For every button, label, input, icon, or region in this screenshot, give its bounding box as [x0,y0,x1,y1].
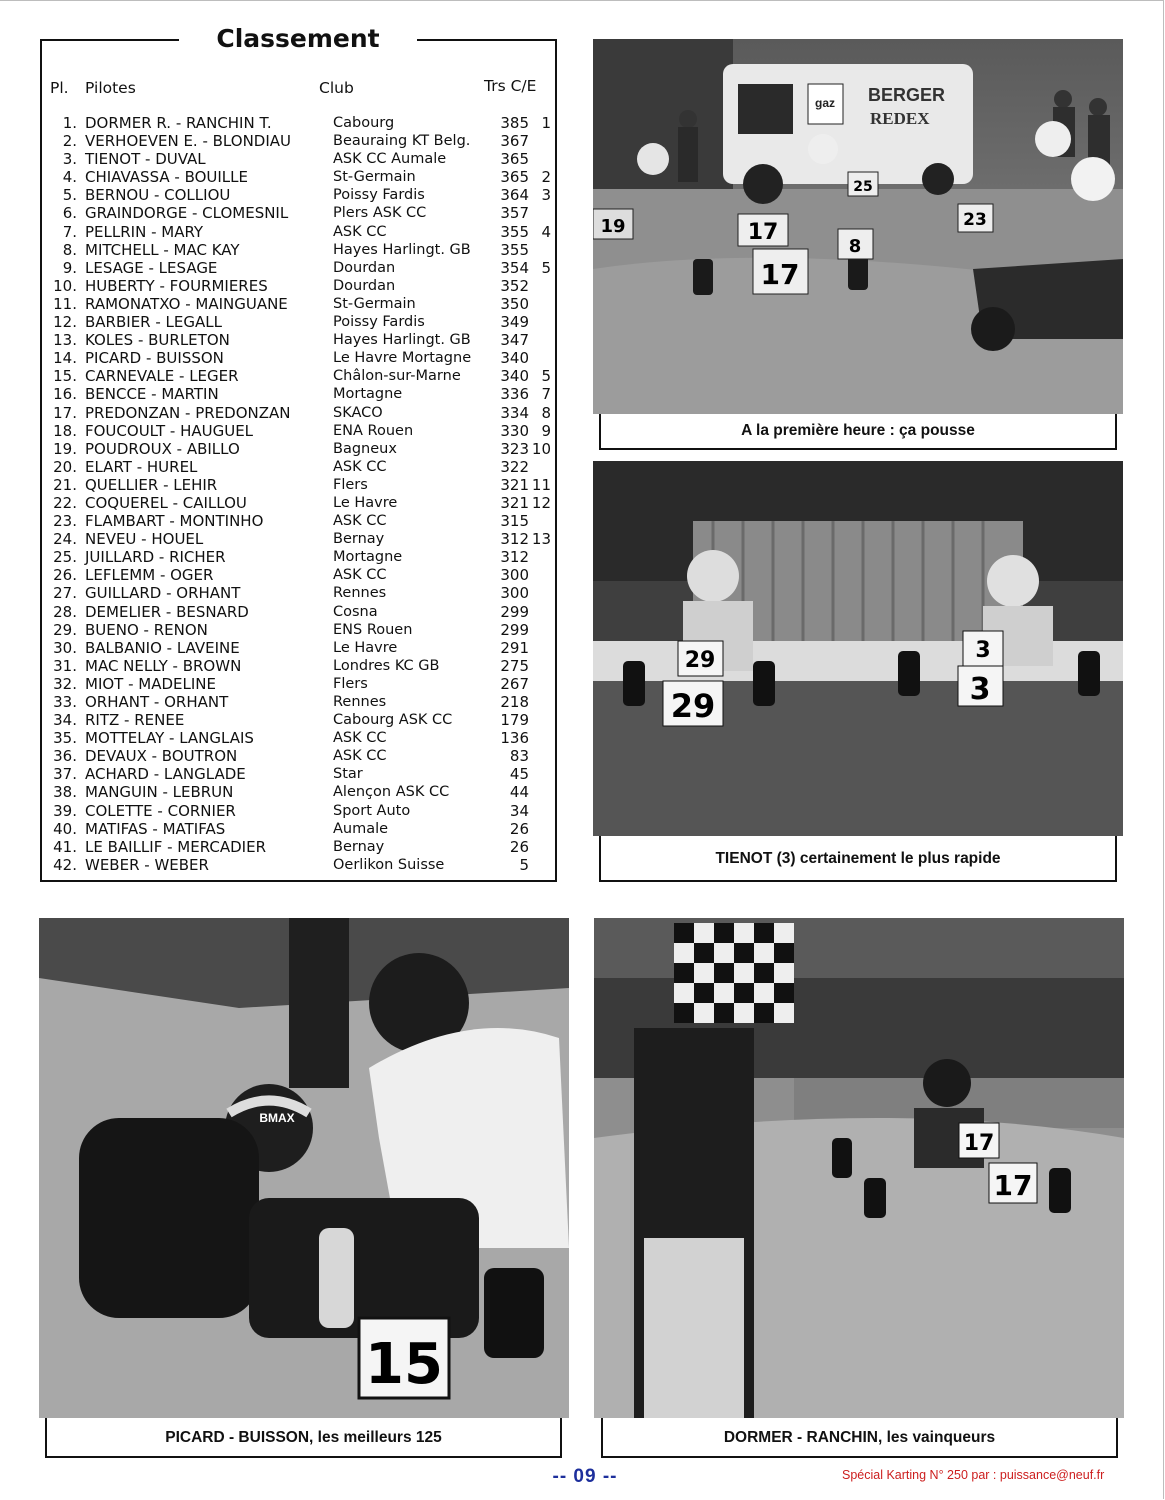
photo-picard-buisson [39,918,569,1418]
pilotes-cell: GRAINDORGE - CLOMESNIL [85,204,289,223]
club-cell: Le Havre [333,494,398,511]
club-cell: Le Havre [333,639,398,656]
club-cell: Bagneux [333,440,397,457]
rank-cell: 14. [53,349,77,368]
club-cell: Mortagne [333,549,403,566]
pilotes-cell: KOLES - BURLETON [85,331,230,350]
tours-cell: 45 [509,765,529,784]
pilotes-cell: LESAGE - LESAGE [85,258,218,277]
pilotes-cell: MANGUIN - LEBRUN [85,783,234,802]
pilotes-cell: VERHOEVEN E. - BLONDIAU [85,132,292,151]
club-cell: Poissy Fardis [333,187,425,204]
tours-cell: 26 [509,819,529,838]
rank-cell: 21. [53,475,77,494]
tours-cell: 26 [509,837,529,856]
pilotes-cell: RITZ - RENEE [85,711,185,730]
tours-cell: 336 [500,385,529,404]
ce-cell: 2 [541,168,551,187]
tours-cell: 299 [500,620,529,639]
pilotes-cell: MIOT - MADELINE [85,674,216,693]
club-cell: Alençon ASK CC [333,784,450,801]
tours-cell: 357 [500,204,529,223]
header-trs-ce: Trs C/E [484,77,537,95]
tours-cell: 218 [500,693,529,711]
rank-cell: 16. [53,385,77,404]
club-cell: ASK CC Aumale [333,151,447,168]
tours-cell: 340 [500,349,529,368]
rank-cell: 23. [53,512,77,531]
pilotes-cell: MATIFAS - MATIFAS [85,819,226,838]
tours-cell: 315 [500,512,529,531]
club-cell: Star [333,766,363,783]
club-cell: Rennes [333,585,387,602]
tours-cell: 330 [500,421,529,440]
pilotes-cell: QUELLIER - LEHIR [85,475,218,494]
pilotes-cell: CARNEVALE - LEGER [85,367,239,386]
caption-dormer-ranchin: DORMER - RANCHIN, les vainqueurs [601,1418,1118,1458]
rank-cell: 25. [53,548,77,567]
rank-cell: 11. [53,294,77,313]
tours-cell: 312 [500,548,529,567]
rank-cell: 9. [62,258,77,277]
club-cell: Rennes [333,694,387,710]
tours-cell: 275 [500,656,529,675]
tours-cell: 300 [500,566,529,585]
tours-cell: 312 [500,530,529,549]
rank-cell: 13. [53,331,77,350]
tours-cell: 179 [500,711,529,730]
ce-cell: 1 [541,114,551,132]
ce-cell: 4 [541,222,551,241]
header-pilotes: Pilotes [85,79,136,97]
pilotes-cell: DEVAUX - BOUTRON [85,747,238,766]
tours-cell: 321 [500,493,529,512]
photo-dormer-ranchin [594,918,1124,1418]
club-cell: Hayes Harlingt. GB [333,332,471,349]
kart-number-17-front: 17 [760,258,800,291]
tours-cell: 365 [500,168,529,187]
caption-tienot: TIENOT (3) certainement le plus rapide [599,836,1117,882]
club-cell: St-Germain [333,169,416,186]
rank-cell: 26. [53,566,77,585]
pilotes-cell: LEFLEMM - OGER [85,566,214,585]
pilotes-cell: FLAMBART - MONTINHO [85,512,264,531]
rank-cell: 5. [62,186,77,205]
club-cell: Hayes Harlingt. GB [333,241,471,258]
club-cell: ASK CC [333,513,387,530]
pilotes-cell: GUILLARD - ORHANT [85,584,241,603]
pilotes-cell: BENCCE - MARTIN [85,385,219,404]
pilotes-cell: PREDONZAN - PREDONZAN [85,403,291,422]
tours-cell: 323 [500,439,529,458]
club-cell: Flers [333,476,368,493]
kart-number-17-front: 17 [993,1169,1033,1202]
tours-cell: 355 [500,240,529,259]
rank-cell: 27. [53,584,77,603]
rank-cell: 2. [62,132,77,151]
tours-cell: 355 [500,222,529,241]
tours-cell: 267 [500,674,529,693]
tours-cell: 354 [500,258,529,277]
pilotes-cell: RAMONATXO - MAINGUANE [85,294,288,313]
page-number: -- 09 -- [552,1466,618,1487]
pilotes-cell: TIENOT - DUVAL [85,150,206,169]
van-sign-redex: REDEX [870,109,930,128]
rank-cell: 41. [53,837,77,856]
rank-cell: 6. [62,204,77,223]
kart-number-17-top: 17 [747,220,779,245]
classement-title: Classement [179,22,417,56]
ce-cell: 3 [541,186,551,205]
rank-cell: 37. [53,765,77,784]
tours-cell: 322 [500,457,529,476]
club-cell: Flers [333,675,368,692]
header-club: Club [319,79,354,97]
tours-cell: 352 [500,276,529,295]
club-cell: ASK CC [333,730,387,747]
caption-picard-buisson: PICARD - BUISSON, les meilleurs 125 [45,1418,562,1458]
rank-cell: 40. [53,819,77,838]
kart-number-23: 23 [963,210,987,230]
pilotes-cell: PELLRIN - MARY [85,222,204,241]
rank-cell: 15. [53,367,77,386]
club-cell: Oerlikon Suisse [333,856,445,873]
tours-cell: 334 [500,403,529,422]
pilotes-cell: MOTTELAY - LANGLAIS [85,729,254,748]
van-sign-berger: BERGER [868,85,946,105]
rank-cell: 33. [53,693,77,711]
club-cell: Dourdan [333,259,396,276]
tours-cell: 44 [509,783,529,802]
rank-cell: 20. [53,457,77,476]
pilotes-cell: BALBANIO - LAVEINE [85,638,240,657]
ce-cell: 7 [541,385,551,404]
club-cell: Plers ASK CC [333,205,427,222]
club-cell: SKACO [333,404,383,421]
tours-cell: 83 [509,747,529,766]
helmet-text: BMAX [259,1111,295,1125]
tours-cell: 136 [500,729,529,748]
rank-cell: 34. [53,711,77,730]
rank-cell: 35. [53,729,77,748]
tours-cell: 300 [500,584,529,603]
pilotes-cell: DEMELIER - BESNARD [85,602,249,621]
rank-cell: 8. [62,240,77,259]
tours-cell: 321 [500,475,529,494]
rank-cell: 4. [62,168,77,187]
rank-cell: 31. [53,656,77,675]
club-cell: Aumale [333,820,389,837]
caption-first-hour: A la première heure : ça pousse [599,414,1117,450]
ce-cell: 10 [531,439,551,458]
footer-credit: Spécial Karting N° 250 par : puissance@neuf.fr [842,1468,1105,1482]
tours-cell: 350 [500,294,529,313]
club-cell: Cosna [333,603,378,620]
pilotes-cell: BARBIER - LEGALL [85,313,222,332]
pilotes-cell: BERNOU - COLLIOU [85,186,231,205]
pilotes-cell: CHIAVASSA - BOUILLE [85,168,249,187]
pilotes-cell: ORHANT - ORHANT [85,693,229,711]
pilotes-cell: WEBER - WEBER [85,855,209,874]
kart-number-29-top: 29 [684,648,716,673]
pilotes-cell: ELART - HUREL [85,457,198,476]
pilotes-cell: DORMER R. - RANCHIN T. [85,114,272,132]
rank-cell: 7. [62,222,77,241]
tours-cell: 349 [500,313,529,332]
club-cell: Le Havre Mortagne [333,350,472,367]
club-cell: Châlon-sur-Marne [333,368,461,385]
pilotes-cell: COLETTE - CORNIER [85,801,236,820]
pilotes-cell: COQUEREL - CAILLOU [85,493,247,512]
rank-cell: 1. [62,114,77,132]
club-cell: ASK CC [333,567,387,584]
ce-cell: 12 [531,493,551,512]
rank-cell: 24. [53,530,77,549]
rank-cell: 17. [53,403,77,422]
kart-number-19: 19 [600,216,626,237]
pilotes-cell: MITCHELL - MAC KAY [85,240,240,259]
club-cell: St-Germain [333,295,416,312]
rank-cell: 30. [53,638,77,657]
van-logo: gaz [814,96,836,110]
pilotes-cell: JUILLARD - RICHER [85,548,226,567]
club-cell: ASK CC [333,223,387,240]
tours-cell: 340 [500,367,529,386]
rank-cell: 12. [53,313,77,332]
rank-cell: 36. [53,747,77,766]
tours-cell: 365 [500,150,529,169]
rank-cell: 10. [53,276,77,295]
kart-number-25: 25 [853,179,873,195]
rank-cell: 32. [53,674,77,693]
kart-number-8: 8 [848,236,862,257]
ce-cell: 5 [541,367,551,386]
header-pl: Pl. [50,79,69,97]
club-cell: Cabourg ASK CC [333,712,453,729]
tours-cell: 299 [500,602,529,621]
tours-cell: 291 [500,638,529,657]
club-cell: ASK CC [333,458,387,475]
club-cell: Beauraing KT Belg. [333,133,471,150]
pilotes-cell: POUDROUX - ABILLO [85,439,240,458]
club-cell: Poissy Fardis [333,314,425,331]
club-cell: Bernay [333,531,385,548]
pilotes-cell: BUENO - RENON [85,620,208,639]
rank-cell: 3. [62,150,77,169]
ce-cell: 8 [541,403,551,422]
tours-cell: 364 [500,186,529,205]
kart-number-17-top: 17 [963,1131,995,1156]
rank-cell: 38. [53,783,77,802]
club-cell: ASK CC [333,748,387,765]
ce-cell: 5 [541,258,551,277]
tours-cell: 385 [500,114,529,132]
pilotes-cell: ACHARD - LANGLADE [85,765,246,784]
rank-cell: 19. [53,439,77,458]
kart-number-15: 15 [365,1332,443,1397]
pilotes-cell: MAC NELLY - BROWN [85,656,242,675]
ce-cell: 13 [531,530,551,549]
pilotes-cell: PICARD - BUISSON [85,349,224,368]
rank-cell: 28. [53,602,77,621]
club-cell: Dourdan [333,277,396,294]
club-cell: Mortagne [333,386,403,403]
pilotes-cell: LE BAILLIF - MERCADIER [85,837,266,856]
club-cell: ENS Rouen [333,621,413,638]
tours-cell: 367 [500,132,529,151]
club-cell: ENA Rouen [333,422,414,439]
ce-cell: 9 [541,421,551,440]
rank-cell: 29. [53,620,77,639]
kart-number-29-front: 29 [670,687,716,725]
tours-cell: 347 [500,331,529,350]
kart-number-3-front: 3 [969,672,991,707]
tours-cell: 5 [519,855,529,874]
club-cell: Bernay [333,838,385,855]
rank-cell: 42. [53,855,77,874]
pilotes-cell: FOUCOULT - HAUGUEL [85,421,254,440]
pilotes-cell: HUBERTY - FOURMIERES [85,276,268,295]
photo-first-hour [593,39,1123,414]
rank-cell: 22. [53,493,77,512]
rank-cell: 18. [53,421,77,440]
club-cell: Cabourg [333,115,395,131]
photo-tienot [593,461,1123,836]
ce-cell: 11 [531,475,551,494]
pilotes-cell: NEVEU - HOUEL [85,530,204,549]
club-cell: Sport Auto [333,802,411,819]
rank-cell: 39. [53,801,77,820]
tours-cell: 34 [509,801,529,820]
kart-number-3-top: 3 [975,638,991,663]
club-cell: Londres KC GB [333,657,440,674]
